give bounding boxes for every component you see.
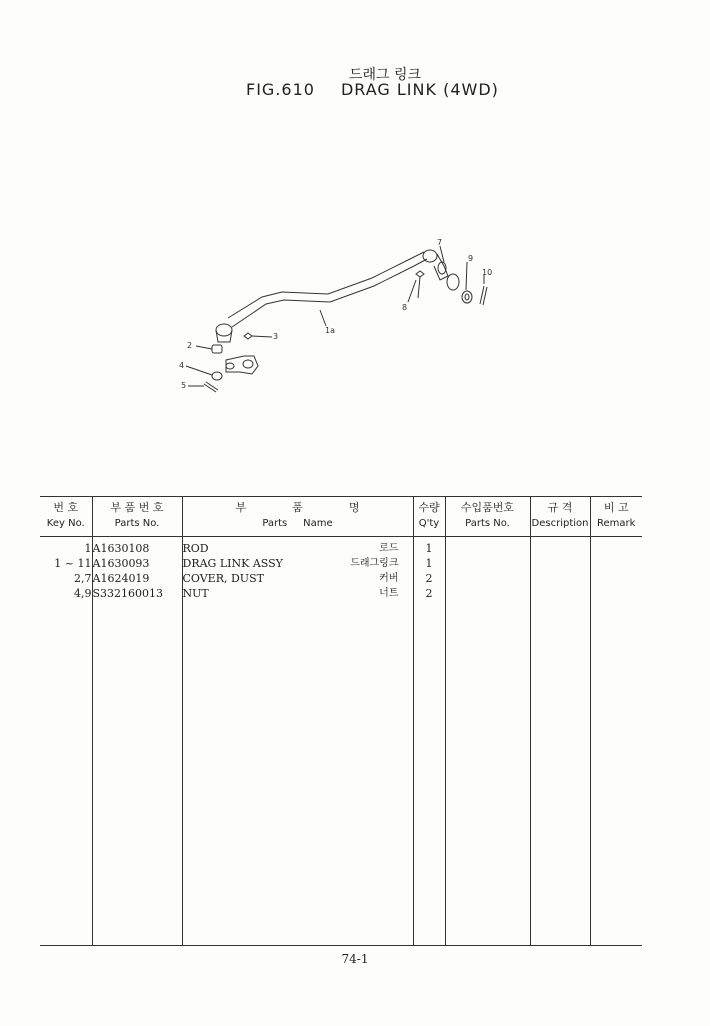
callout-2: 2 — [187, 341, 193, 350]
title-korean: 드래그 링크 — [348, 67, 422, 83]
left-ball-joint — [216, 324, 232, 336]
page-number: 74-1 — [341, 952, 369, 966]
header-import-parts-no: 수입품번호 Parts No. — [445, 497, 530, 537]
header-parts-no: 부 품 번 호 Parts No. — [92, 497, 182, 537]
right-ball-joint — [423, 250, 437, 262]
callout-8: 8 — [402, 303, 408, 312]
figure-name: DRAG LINK (4WD) — [340, 80, 499, 99]
table-row: 1 ~ 11 A1630093 DRAG LINK ASSY 드래그링크 1 — [40, 556, 642, 571]
header-remark: 비 고 Remark — [590, 497, 642, 537]
table-header-row — [40, 497, 642, 537]
callout-9: 9 — [468, 254, 474, 263]
table-filler-row — [40, 601, 642, 945]
dust-cover-left — [212, 345, 222, 353]
rod-upper-edge — [228, 252, 424, 318]
callout-7: 7 — [437, 238, 443, 247]
callout-4: 4 — [179, 361, 185, 370]
header-description: 규 격 Description — [530, 497, 590, 537]
figure-number: FIG.610 — [246, 80, 315, 99]
nut-left — [212, 372, 222, 380]
header-key-no: 번 호 Key No. — [40, 497, 92, 537]
callout-3: 3 — [273, 332, 279, 341]
grease-nipple-left — [244, 333, 252, 339]
header-parts-name: 부 품 명 Parts Name — [182, 497, 413, 537]
drag-link-diagram — [0, 0, 710, 420]
parts-table — [40, 496, 642, 946]
callout-1a: 1a — [325, 326, 335, 335]
nut-right — [462, 291, 472, 303]
table-row: 1 A1630108 ROD 로드 1 — [40, 537, 642, 557]
table-row: 2,7 A1624019 COVER, DUST 커버 2 — [40, 571, 642, 586]
header-qty: 수량 Q'ty — [413, 497, 445, 537]
callout-10: 10 — [482, 268, 493, 277]
grease-nipple-right — [416, 271, 424, 277]
table-row: 4,9 S332160013 NUT 너트 2 — [40, 586, 642, 601]
callout-5: 5 — [181, 381, 187, 390]
